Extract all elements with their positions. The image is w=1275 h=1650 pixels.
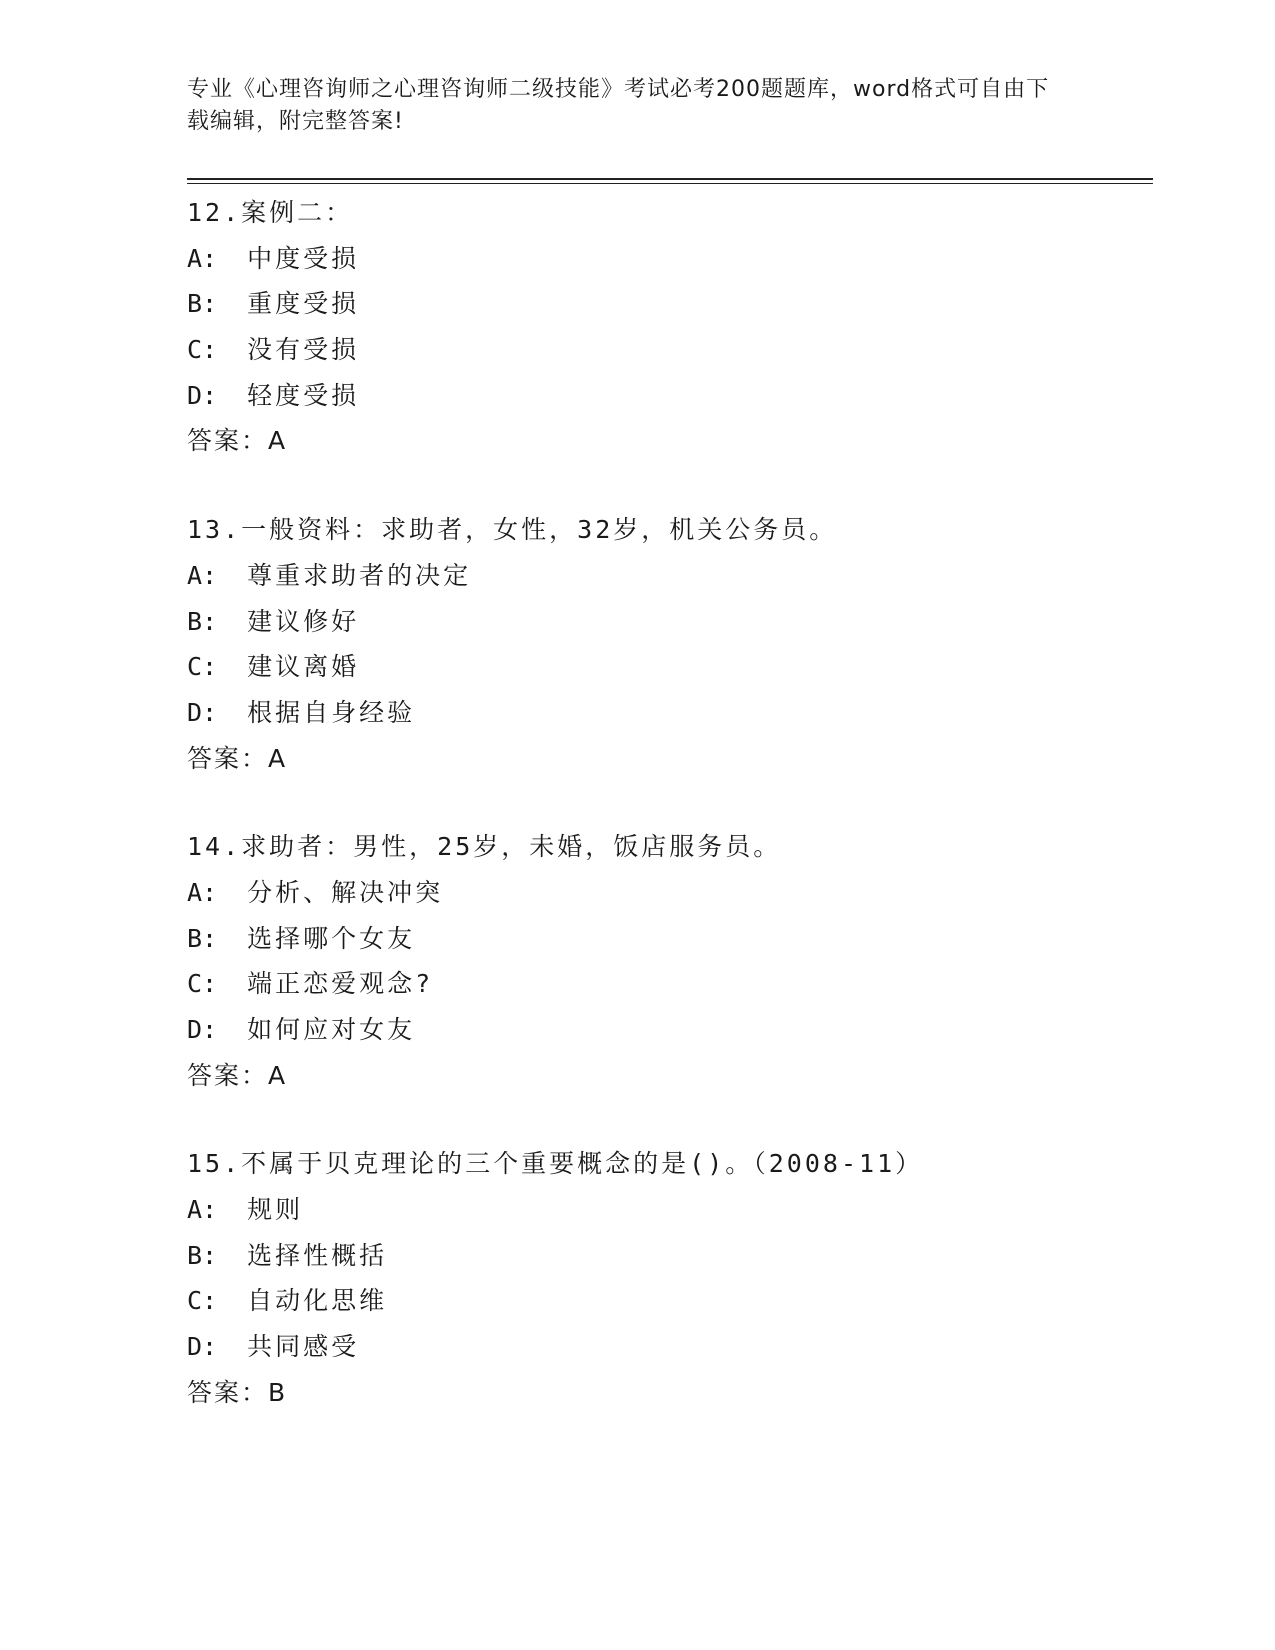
- option-letter: C:: [187, 652, 218, 682]
- answer-line: 答案：A: [187, 743, 288, 773]
- option-d: [187, 373, 1147, 419]
- option-letter: B:: [187, 1240, 218, 1270]
- option-text: 轻度受损: [247, 380, 360, 410]
- option-d: [187, 1007, 1147, 1053]
- option-text: 选择哪个女友: [247, 923, 416, 953]
- answer-line: 答案：B: [187, 1377, 288, 1407]
- option-text: 重度受损: [247, 289, 360, 319]
- option-c: [187, 1278, 1147, 1324]
- option-b: [187, 916, 1147, 962]
- option-b: [187, 281, 1147, 327]
- option-text: 端正恋爱观念?: [247, 969, 434, 999]
- option-text: 如何应对女友: [247, 1015, 416, 1044]
- option-letter: B:: [187, 606, 218, 636]
- option-c: [187, 961, 1147, 1007]
- question-stem: 13.一般资料：求助者，女性，32岁，机关公务员。: [187, 515, 838, 545]
- option-letter: D:: [187, 380, 218, 410]
- question-stem: 12.案例二：: [187, 198, 354, 227]
- question-stem: 14.求助者：男性，25岁，未婚，饭店服务员。: [187, 832, 782, 862]
- option-letter: A:: [187, 1195, 218, 1225]
- option-d: [187, 1324, 1147, 1370]
- header-divider-thick: [187, 178, 1153, 180]
- option-letter: C:: [187, 335, 218, 365]
- option-b: [187, 599, 1147, 645]
- question-list: [187, 190, 1147, 1459]
- answer-line: 答案：A: [187, 426, 288, 456]
- option-letter: A:: [187, 560, 218, 590]
- option-letter: D:: [187, 1332, 218, 1362]
- option-text: 建议修好: [247, 606, 360, 636]
- option-text: 建议离婚: [247, 652, 360, 682]
- option-text: 尊重求助者的决定: [247, 560, 472, 590]
- option-text: 中度受损: [247, 243, 360, 273]
- option-text: 规则: [247, 1195, 304, 1225]
- option-text: 自动化思维: [247, 1286, 388, 1316]
- option-letter: D:: [187, 697, 218, 727]
- option-text: 根据自身经验: [247, 697, 416, 727]
- option-b: [187, 1233, 1147, 1279]
- option-c: [187, 644, 1147, 690]
- option-a: [187, 553, 1147, 599]
- option-c: [187, 327, 1147, 373]
- question-12: [187, 190, 1147, 464]
- question-13: [187, 507, 1147, 781]
- option-text: 没有受损: [247, 335, 360, 365]
- question-stem: 15.不属于贝克理论的三个重要概念的是()。（2008-11）: [187, 1149, 924, 1179]
- option-a: [187, 1187, 1147, 1233]
- question-15: [187, 1141, 1147, 1415]
- option-text: 共同感受: [247, 1332, 360, 1362]
- option-a: [187, 870, 1147, 916]
- option-letter: B:: [187, 923, 218, 953]
- option-letter: D:: [187, 1015, 218, 1044]
- option-a: [187, 236, 1147, 282]
- option-text: 选择性概括: [247, 1240, 388, 1270]
- option-letter: C:: [187, 1286, 218, 1316]
- option-letter: B:: [187, 289, 218, 319]
- question-14: [187, 824, 1147, 1098]
- document-header: 专业《心理咨询师之心理咨询师二级技能》考试必考200题题库，word格式可自由下载编辑，附完整答案!: [187, 77, 1050, 134]
- option-letter: A:: [187, 877, 218, 907]
- option-letter: A:: [187, 243, 218, 273]
- answer-line: 答案：A: [187, 1060, 288, 1090]
- option-letter: C:: [187, 969, 218, 999]
- option-text: 分析、解决冲突: [247, 877, 444, 907]
- option-d: [187, 690, 1147, 736]
- header-divider-thin: [187, 183, 1153, 184]
